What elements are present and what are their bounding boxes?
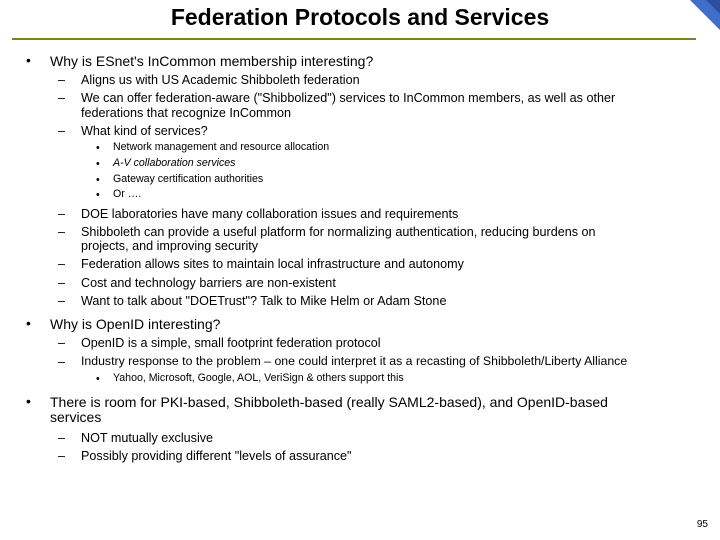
b1-subsub-4: Or …. bbox=[113, 188, 142, 200]
b1-sub2-1: DOE laboratories have many collaboration issues and requirements bbox=[81, 207, 459, 221]
bullet-dot: • bbox=[26, 315, 31, 331]
b1-sub2-2: Shibboleth can provide a useful platform for normalizing authentication, reducing burdens on bbox=[81, 225, 596, 239]
slide-title: Federation Protocols and Services bbox=[170, 4, 550, 30]
b1-sub2-4: Cost and technology barriers are non-existent bbox=[81, 276, 336, 290]
bullet-3-text: There is room for PKI-based, Shibboleth-based (really SAML2-based), and OpenID-based bbox=[50, 394, 608, 410]
small-bullet: • bbox=[96, 158, 100, 170]
bullet-2-text: Why is OpenID interesting? bbox=[50, 316, 221, 332]
dash-mark: – bbox=[58, 449, 66, 463]
b3-sub-1: NOT mutually exclusive bbox=[81, 431, 214, 445]
dash-mark: – bbox=[58, 355, 66, 369]
b1-sub-1: Aligns us with US Academic Shibboleth federation bbox=[81, 73, 360, 87]
dash-mark: – bbox=[58, 431, 66, 445]
b2-sub-2: Industry response to the problem – one could interpret it as a recasting of Shibboleth/Liberty Alliance bbox=[81, 354, 628, 368]
b2-subsub-1: Yahoo, Microsoft, Google, AOL, VeriSign & others support this bbox=[113, 372, 404, 384]
b1-subsub-2: A-V collaboration services bbox=[113, 157, 236, 169]
title-underline bbox=[12, 38, 696, 40]
small-bullet: • bbox=[96, 174, 100, 186]
bullet-dot: • bbox=[26, 52, 31, 68]
dash-mark: – bbox=[58, 257, 66, 271]
b1-subsub-1: Network management and resource allocation bbox=[113, 141, 330, 153]
b1-sub2-2-cont: projects, and improving security bbox=[81, 239, 259, 253]
b1-sub-2-cont: federations that recognize InCommon bbox=[81, 106, 292, 120]
b2-sub-1: OpenID is a simple, small footprint federation protocol bbox=[81, 336, 381, 350]
bullet-dot: • bbox=[26, 393, 31, 409]
b1-sub-3: What kind of services? bbox=[81, 124, 208, 138]
small-bullet: • bbox=[96, 373, 100, 385]
dash-mark: – bbox=[58, 73, 66, 87]
b1-sub2-3: Federation allows sites to maintain local infrastructure and autonomy bbox=[81, 257, 464, 271]
small-bullet: • bbox=[96, 142, 100, 154]
dash-mark: – bbox=[58, 276, 66, 290]
bullet-1-text: Why is ESnet's InCommon membership interesting? bbox=[50, 53, 374, 69]
bullet-3-text-cont: services bbox=[50, 409, 102, 425]
dash-mark: – bbox=[58, 207, 66, 221]
small-bullet: • bbox=[96, 189, 100, 201]
page-number: 95 bbox=[696, 519, 708, 530]
dash-mark: – bbox=[58, 124, 66, 138]
dash-mark: – bbox=[58, 225, 66, 239]
b3-sub-2: Possibly providing different "levels of assurance" bbox=[81, 449, 352, 463]
b1-sub2-5: Want to talk about "DOETrust"? Talk to Mike Helm or Adam Stone bbox=[81, 294, 447, 308]
b1-subsub-3: Gateway certification authorities bbox=[113, 173, 264, 185]
dash-mark: – bbox=[58, 91, 66, 105]
dash-mark: – bbox=[58, 294, 66, 308]
b1-sub-2: We can offer federation-aware ("Shibbolized") services to InCommon members, as well as other bbox=[81, 91, 616, 105]
dash-mark: – bbox=[58, 336, 66, 350]
